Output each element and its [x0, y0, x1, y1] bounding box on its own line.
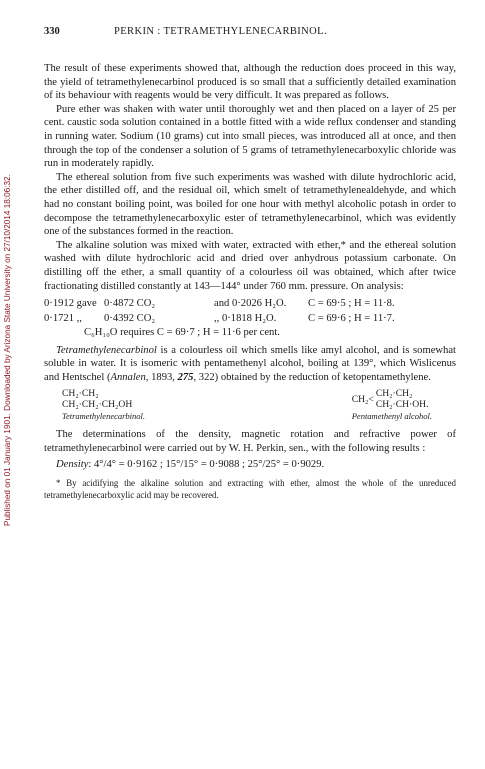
density-results: Density: 4°/4° = 0·9162 ; 15°/15° = 0·9088 ; 25°/25° = 0·9029. — [56, 458, 325, 470]
paragraph-1: The result of these experiments showed that, although the reduction does proceed in this way, the yield of tetramethylenecarbinol produced is so small that a sufficiently detailed examination of its behaviour with reagents would be very difficult. It was prepared as follows. — [44, 63, 456, 102]
h2o-value: and 0·2026 H₂O. — [214, 298, 287, 310]
structure-label: Tetramethylenecarbinol. — [62, 411, 146, 422]
density-label: Density — [56, 458, 89, 470]
running-header — [44, 26, 456, 42]
paragraph-4: The alkaline solution was mixed with water, extracted with ether,* and the ethereal solution washed with dilute hydrochloric acid and dried over anhydrous potassium carbonate. On distilling off the ether, a small quantity of a colourless oil was obtained, which after twice fractionating distilled constantly at 143—144° under 760 mm. pressure. On analysis: — [44, 239, 456, 292]
percent-result: C = 69·6 ; H = 11·7. — [308, 312, 395, 324]
h2o-value: ,, 0·1818 H₂O. — [214, 312, 277, 324]
percent-result: C = 69·5 ; H = 11·8. — [308, 298, 395, 310]
journal-name: Annalen — [110, 371, 146, 383]
article-body — [44, 62, 456, 501]
paragraph-5: Tetramethylenecarbinol is a colourless oil which smells like amyl alcohol, and is somewhat soluble in water. It is isomeric with pentamethenyl alcohol, boiling at 139°, which Wislicenus and Hentschel (Annalen, 1893, 275, 322) obtained by the reduction of ketopentamethylene. — [44, 344, 456, 383]
analysis-row — [44, 312, 456, 327]
running-title: PERKIN : TETRAMETHYLENECARBINOL. — [114, 26, 327, 37]
paragraph-2: Pure ether was shaken with water until thoroughly wet and then placed on a layer of 25 per cent. caustic soda solution contained in a bottle fitted with a wide reflux condenser and standing in running water. Sodium (10 grams) cut into small pieces, was introduced all at once, and then through the top of the condenser a solution of 5 grams of tetramethylenecarboxylic chloride was run in moderately rapidly. — [44, 103, 456, 170]
publication-stamp: Published on 01 January 1901. Downloaded by Arizona State University on 27/10/2014 18:06:32. — [3, 174, 12, 526]
sample-mass: 0·1721 ,, — [44, 312, 82, 324]
structural-formulas — [62, 388, 432, 422]
page-number: 330 — [44, 26, 60, 37]
structure-tetramethylenecarbinol: CH₂·CH₂ CH₂·CH₂·CH₂OH Tetramethylenecarbinol. — [62, 388, 146, 422]
structure-label: Pentamethenyl alcohol. — [351, 411, 432, 422]
co2-value: 0·4392 CO₂ — [104, 312, 156, 324]
volume-number: 275 — [177, 371, 194, 383]
structure-pentamethenyl-alcohol: CH₂< CH₂·CH₂ CH₂·CH·OH. Pentamethenyl alcohol. — [351, 388, 432, 422]
co2-value: 0·4872 CO₂ — [104, 298, 156, 310]
paragraph-3: The ethereal solution from five such experiments was washed with dilute hydrochloric acid, the ether distilled off, and the residual oil, which smelt of tetramethylenealdehyde, and which had no constant boiling point, was boiled for one hour with methyl alcoholic potash in order to decompose the tetramethylenecarboxylic ester of tetramethylenecarbinol, which was evidently one of the substances formed in the reaction. — [44, 171, 456, 238]
page — [44, 26, 456, 501]
footnote: * By acidifying the alkaline solution and extracting with ether, almost the whole of the unreduced tetramethylenecarboxylic acid may be recovered. — [44, 478, 456, 500]
analysis-row — [44, 297, 456, 312]
theoretical-composition: C₆H₁₀O requires C = 69·7 ; H = 11·6 per cent. — [84, 327, 280, 339]
analysis-results — [44, 297, 456, 341]
paragraph-6: The determinations of the density, magnetic rotation and refractive power of tetramethylenecarbinol were carried out by W. H. Perkin, sen., with the following results : — [44, 429, 456, 454]
compound-name: Tetramethylenecarbinol — [56, 344, 157, 356]
sample-mass: 0·1912 gave — [44, 298, 97, 310]
